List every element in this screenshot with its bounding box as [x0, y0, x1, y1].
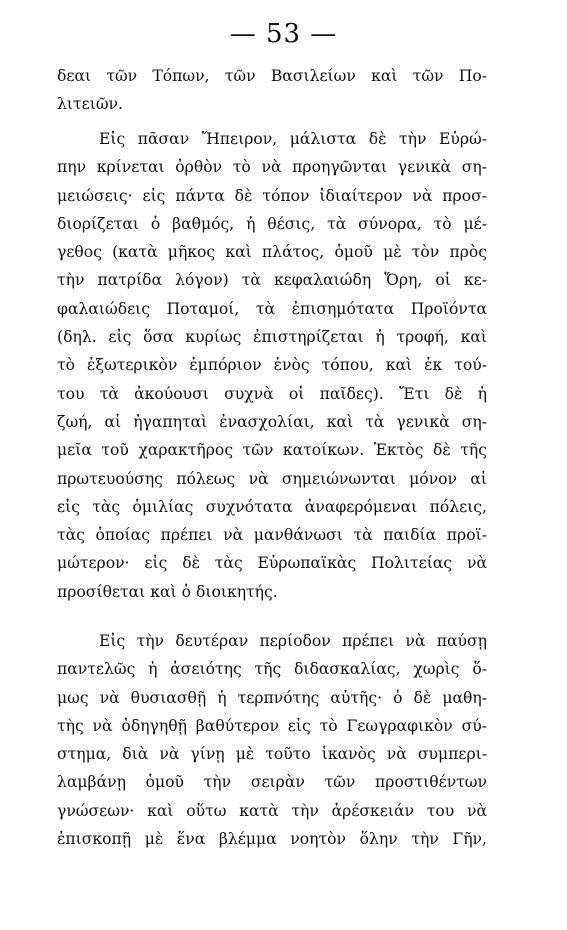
text-line: εἰς τὰς ὁμιλίας συχνότατα ἀναφερόμεναι πόλεις, [57, 497, 487, 516]
text-line: παντελῶς ἡ ἀσειότης τῆς διδασκαλίας, χωρὶς ὅ- [57, 660, 487, 679]
text-line: πρωτευούσης πόλεως νὰ σημειώνωνται μόνον αἱ [57, 469, 487, 488]
text-line: τὴς νὰ ὁδηγηθῇ βαθύτερον εἰς τὸ Γεωγραφικὸν σύ- [57, 716, 487, 735]
text-line: ἐπισκοπῇ μὲ ἕνα βλέμμα νοητὸν ὅλην τὴν Γῆν, [57, 830, 487, 849]
page-number: — 53 — [229, 19, 338, 49]
text-line: γνώσεων· καὶ οὕτω κατὰ τὴν ἀρέσκειάν του νὰ [57, 801, 487, 820]
text-line: λιτειῶν. [57, 95, 123, 114]
text-line: Εἰς πᾶσαν Ἤπειρον, μάλιστα δὲ τὴν Εὐρώ- [99, 130, 487, 148]
text-line: τὴν πατρίδα λόγον) τὰ κεφαλαιώδη Ὄρη, οἱ κε- [57, 271, 487, 290]
text-line: γεθος (κατὰ μῆκος καὶ πλάτος, ὁμοῦ μὲ τὸν πρὸς [57, 243, 487, 262]
text-line: του τὰ ἀκούουσι συχνὰ οἱ παῖδες). Ἔτι δὲ ἡ [57, 384, 487, 403]
text-line: τὰς ὁποίας πρέπει νὰ μανθάνωσι τὰ παιδία προϊ- [57, 526, 487, 545]
paragraph-second-period [57, 627, 487, 853]
text-line: μειώσεις· εἰς πάντα δὲ τόπον ἰδιαίτερον νὰ προσ- [57, 186, 487, 205]
text-line: μώτερον· εἰς δὲ τὰς Εὐρωπαϊκὰς Πολιτείας νὰ [57, 554, 487, 573]
text-line: λαμβάνῃ ὁμοῦ τὴν σειρὰν τῶν προστιθέντων [57, 773, 487, 792]
text-line: προσίθεται καὶ ὁ διοικητής. [57, 582, 278, 601]
text-line: μεῖα τοῦ χαρακτῆρος τῶν κατοίκων. Ἐκτὸς δὲ τῆς [57, 441, 487, 460]
text-line: δεαι τῶν Τόπων, τῶν Βασιλείων καὶ τῶν Πο- [57, 67, 487, 85]
text-line: τὸ ἐξωτερικὸν ἐμπόριον ἑνὸς τόπου, καὶ ἐκ τού- [57, 356, 487, 375]
text-line: Εἰς τὴν δευτέραν περίοδον πρέπει νὰ παύσῃ [99, 632, 487, 650]
text-line: ζωή, αἱ ἠγαπηταὶ ἐνασχολίαι, καὶ τὰ γενικὰ ση- [57, 412, 487, 431]
text-line: στημα, διὰ νὰ γίνῃ μὲ τοῦτο ἱκανὸς νὰ συμπερι- [57, 745, 487, 764]
text-line: διορίζεται ὁ βαθμός, ἡ θέσις, τὰ σύνορα, τὸ μέ- [57, 214, 487, 233]
text-line: (δηλ. εἰς ὅσα κυρίως ἐπιστηρίζεται ἡ τροφή, καὶ [57, 328, 487, 347]
paragraph-continuation [57, 62, 487, 119]
text-line: μως νὰ θυσιασθῇ ἡ τερπνότης αὐτῆς· ὁ δὲ μαθη- [57, 688, 487, 707]
text-line: πην κρίνεται ὀρθὸν τὸ νὰ προηγῶνται γενικὰ ση- [57, 158, 487, 177]
text-line: φαλαιώδεις Ποταμοί, τὰ ἐπισημότατα Προϊόντα [57, 299, 487, 318]
paragraph-europe [57, 125, 487, 606]
